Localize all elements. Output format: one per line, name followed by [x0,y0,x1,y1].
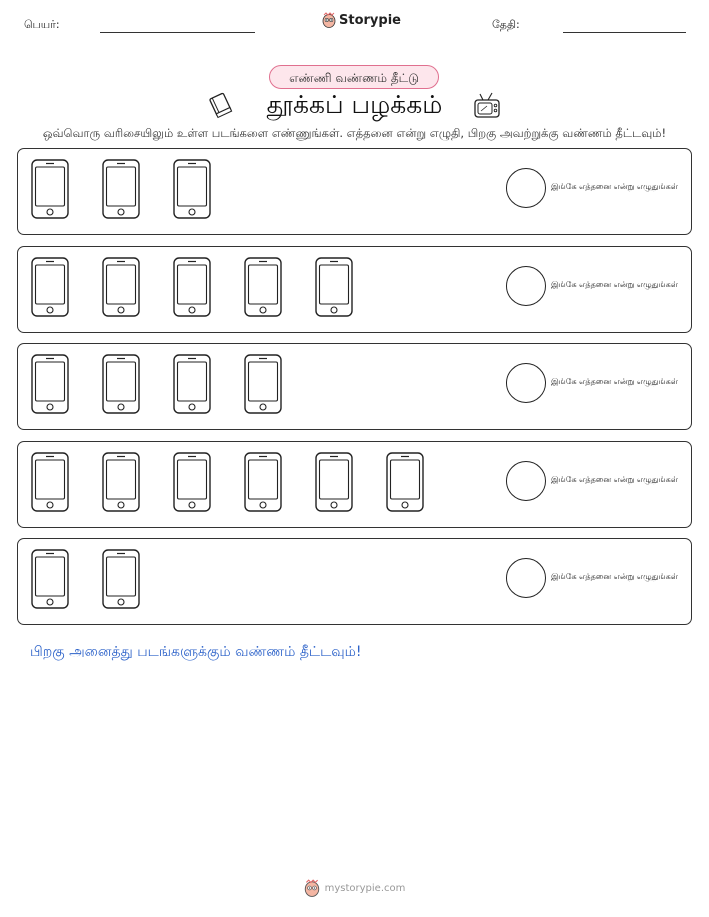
smartphone-icon[interactable] [102,549,140,609]
storypie-mascot-icon [322,12,336,28]
closing-note: பிறகு அனைத்து படங்களுக்கும் வண்ணம் தீட்டவும்! [30,644,362,660]
answer-circle[interactable] [506,266,546,306]
smartphone-icon[interactable] [31,452,69,512]
answer-hint: இங்கே எத்தனை என்று எழுதுங்கள் [551,377,678,386]
answer-hint: இங்கே எத்தனை என்று எழுதுங்கள் [551,475,678,484]
storypie-mascot-icon [304,879,320,897]
answer-hint: இங்கே எத்தனை என்று எழுதுங்கள் [551,572,678,581]
smartphone-icon[interactable] [102,159,140,219]
smartphone-icon[interactable] [315,257,353,317]
smartphone-icon[interactable] [102,452,140,512]
answer-circle[interactable] [506,168,546,208]
smartphone-icon[interactable] [173,354,211,414]
worksheet-title: தூக்கப் பழக்கம் [266,90,443,119]
worksheet-type-badge: எண்ணி வண்ணம் தீட்டு [269,65,439,89]
date-line[interactable] [563,32,686,33]
smartphone-icon[interactable] [31,549,69,609]
smartphone-icon[interactable] [244,452,282,512]
smartphone-icon[interactable] [31,159,69,219]
brand-logo [322,12,401,28]
name-label: பெயர்: [24,18,60,31]
smartphone-icon[interactable] [173,452,211,512]
counting-row [17,148,692,235]
answer-circle[interactable] [506,558,546,598]
answer-circle[interactable] [506,461,546,501]
brand-name: Storypie [339,12,401,28]
footer [0,879,709,897]
smartphone-icon[interactable] [31,354,69,414]
counting-row [17,343,692,430]
instructions: ஒவ்வொரு வரிசையிலும் உள்ள படங்களை எண்ணுங்கள். எத்தனை என்று எழுதி, பிறகு அவற்றுக்கு வண்ணம் தீட்டவும்! [42,126,667,140]
date-label: தேதி: [492,18,520,31]
tv-icon [473,92,501,120]
smartphone-icon[interactable] [244,257,282,317]
answer-hint: இங்கே எத்தனை என்று எழுதுங்கள் [551,280,678,289]
counting-row [17,441,692,528]
smartphone-icon[interactable] [173,257,211,317]
smartphone-icon[interactable] [244,354,282,414]
smartphone-icon[interactable] [386,452,424,512]
smartphone-icon[interactable] [315,452,353,512]
counting-row [17,246,692,333]
name-line[interactable] [100,32,255,33]
footer-url: mystorypie.com [324,882,406,894]
counting-row [17,538,692,625]
smartphone-icon[interactable] [173,159,211,219]
smartphone-icon[interactable] [102,257,140,317]
smartphone-icon[interactable] [102,354,140,414]
answer-circle[interactable] [506,363,546,403]
smartphone-icon[interactable] [31,257,69,317]
answer-hint: இங்கே எத்தனை என்று எழுதுங்கள் [551,182,678,191]
